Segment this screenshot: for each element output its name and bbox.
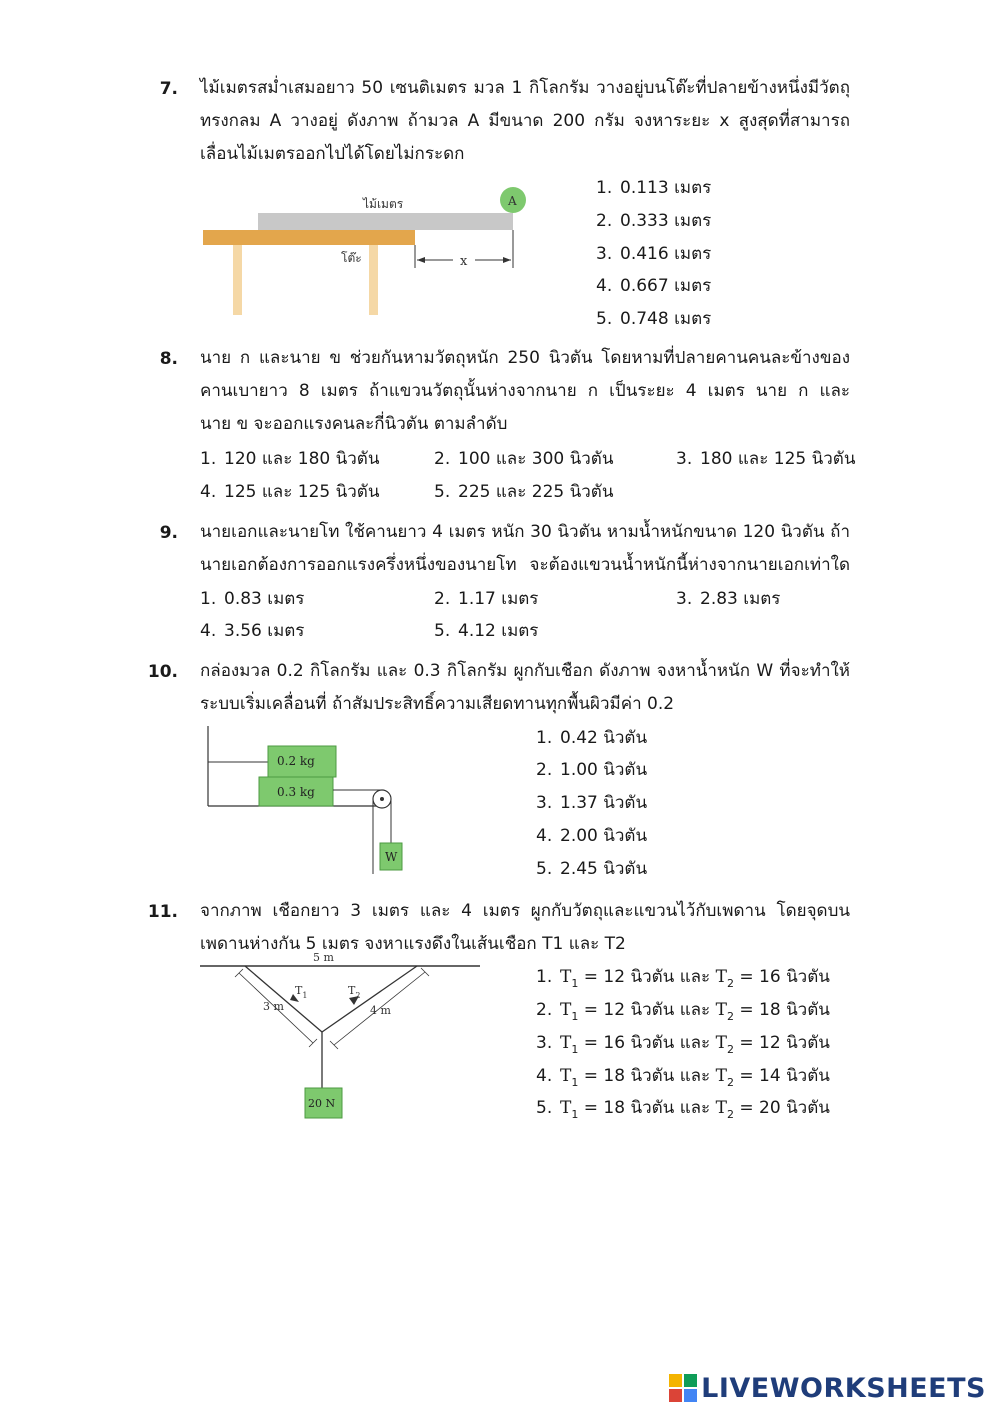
unit: นิวตัน: [786, 1033, 830, 1053]
stem-line: กล่องมวล 0.2 กิโลกรัม และ 0.3 กิโลกรัม ผูกกับเชือก ดังภาพ จงหาน้ำหนัก W ที่จะทำให้: [200, 661, 850, 681]
option-number: 5.: [536, 859, 553, 879]
option[interactable]: [596, 206, 711, 236]
t-symbol: T: [560, 1000, 572, 1020]
rope-left: [245, 966, 322, 1032]
t-symbol: T: [715, 1033, 727, 1053]
block-top-label: 0.2 kg: [277, 754, 315, 768]
option-text: 100 และ 300 นิวตัน: [458, 449, 614, 469]
t-symbol: T: [560, 967, 572, 987]
ruler-label: ไม้เมตร: [363, 197, 404, 211]
option-text: 3.56 เมตร: [224, 621, 305, 641]
option[interactable]: [536, 788, 647, 818]
option[interactable]: [596, 173, 711, 203]
option-number: 1.: [536, 728, 553, 748]
stem-line: ไม้เมตรสม่ำเสมอยาว 50 เซนติเมตร มวล 1 กิโลกรัม วางอยู่บนโต๊ะที่ปลายข้างหนึ่งมีวัตถุ: [200, 78, 850, 98]
equals: =: [739, 967, 754, 987]
left-length-label: 3 m: [263, 1000, 284, 1013]
t-subscript: 1: [571, 1010, 579, 1023]
stem-line: นายเอกต้องการออกแรงครึ่งหนึ่งของนายโท จะต้องแขวนน้ำหนักนี้ห่างจากนายเอกเท่าใด: [200, 555, 850, 575]
option-number: 3.: [676, 449, 693, 469]
option-text: 2.00 นิวตัน: [560, 826, 648, 846]
option-number: 4.: [536, 1066, 553, 1086]
stem-line: นาย ข จะออกแรงคนละกี่นิวตัน ตามลำดับ: [200, 414, 508, 434]
option[interactable]: [536, 821, 647, 851]
t1-value: 16: [603, 1033, 626, 1053]
ball-label: A: [508, 194, 517, 208]
option[interactable]: [434, 444, 613, 474]
stem-line: คานเบายาว 8 เมตร ถ้าแขวนวัตถุนั้นห่างจากนาย ก เป็นระยะ 4 เมตร นาย ก และ: [200, 381, 850, 401]
option-text: 0.333 เมตร: [620, 211, 712, 231]
stem-line: นายเอกและนายโท ใช้คานยาว 4 เมตร หนัก 30 นิวตัน หามน้ำหนักขนาด 120 นิวตัน ถ้า: [200, 522, 850, 542]
t2-value: 14: [759, 1066, 781, 1086]
t2-value: 18: [759, 1000, 781, 1020]
logo-square: [684, 1389, 697, 1402]
t2-value: 16: [759, 967, 781, 987]
t-symbol: T: [715, 1098, 727, 1118]
option-number: 2.: [536, 760, 553, 780]
equals: =: [739, 1066, 754, 1086]
unit: นิวตัน: [786, 1098, 830, 1118]
option[interactable]: [200, 584, 304, 614]
logo-square: [684, 1374, 697, 1387]
stem-line: ระบบเริ่มเคลื่อนที่ ถ้าสัมประสิทธิ์ความเสียดทานทุกพื้นผิวมีค่า 0.2: [200, 694, 675, 714]
table-leg: [233, 245, 242, 315]
option-number: 1.: [536, 967, 553, 987]
option-text: 2.45 นิวตัน: [560, 859, 648, 879]
span-label: 5 m: [313, 951, 334, 964]
question-number: 11.: [147, 902, 178, 922]
option[interactable]: [596, 304, 711, 334]
rope-right: [322, 966, 417, 1032]
option[interactable]: [536, 962, 830, 999]
stem-line: เลื่อนไม้เมตรออกไปได้โดยไม่กระดก: [200, 144, 465, 164]
t-subscript: 1: [571, 1108, 579, 1121]
option[interactable]: [434, 616, 538, 646]
option-text: 0.667 เมตร: [620, 276, 712, 296]
equals: =: [583, 1098, 598, 1118]
option-number: 5.: [434, 621, 451, 641]
option-text: 1.17 เมตร: [458, 589, 539, 609]
option[interactable]: [536, 1028, 830, 1065]
option-number: 2.: [434, 589, 451, 609]
t2-value: 12: [759, 1033, 781, 1053]
option-number: 2.: [434, 449, 451, 469]
t-symbol: T: [715, 1000, 727, 1020]
t1-value: 18: [603, 1066, 626, 1086]
option-number: 4.: [200, 482, 217, 502]
option-number: 5.: [536, 1098, 553, 1118]
t2-label: $T_2$: [348, 984, 361, 1000]
table-label: โต๊ะ: [341, 251, 362, 265]
equals: =: [583, 1000, 598, 1020]
option-number: 3.: [536, 793, 553, 813]
unit: นิวตัน: [786, 1000, 830, 1020]
conjunction: และ: [679, 1066, 711, 1086]
unit: นิวตัน: [630, 1000, 675, 1020]
question-number: 10.: [147, 662, 178, 682]
figure-ruler-on-table: [195, 180, 535, 320]
question-number: 9.: [159, 523, 178, 543]
stem-line: นาย ก และนาย ข ช่วยกันหามวัตถุหนัก 250 นิวตัน โดยหามที่ปลายคานคนละข้างของ: [200, 348, 850, 368]
unit: นิวตัน: [630, 1033, 675, 1053]
option-text: 2.83 เมตร: [700, 589, 781, 609]
conjunction: และ: [679, 1098, 711, 1118]
t-symbol: T: [715, 967, 727, 987]
t-symbol: T: [560, 1033, 572, 1053]
table-top: [203, 230, 415, 245]
t1-value: 12: [603, 967, 626, 987]
question-stem: [200, 516, 850, 582]
t-subscript: 1: [571, 1043, 579, 1056]
option-text: 1.37 นิวตัน: [560, 793, 648, 813]
unit: นิวตัน: [786, 967, 830, 987]
t-symbol: T: [715, 1066, 727, 1086]
option-text: 0.113 เมตร: [620, 178, 712, 198]
option[interactable]: [434, 477, 613, 507]
load-label: 20 N: [308, 1097, 336, 1110]
t-subscript: 1: [571, 977, 579, 990]
figure-hanging-ropes: [195, 948, 495, 1126]
option[interactable]: [536, 1093, 830, 1130]
option-text: 180 และ 125 นิวตัน: [700, 449, 856, 469]
option-number: 3.: [536, 1033, 553, 1053]
option-text: 120 และ 180 นิวตัน: [224, 449, 380, 469]
question-number: 7.: [159, 79, 178, 99]
x-label: x: [460, 254, 468, 269]
option[interactable]: [596, 239, 711, 269]
logo-square: [669, 1389, 682, 1402]
liveworksheets-logo: [669, 1370, 986, 1406]
equals: =: [739, 1098, 754, 1118]
t1-value: 18: [603, 1098, 626, 1118]
option-number: 3.: [596, 244, 613, 264]
equals: =: [583, 1033, 598, 1053]
equals: =: [583, 1066, 598, 1086]
option-number: 3.: [676, 589, 693, 609]
figure-pulley-blocks: [200, 722, 420, 882]
option-text: 0.416 เมตร: [620, 244, 712, 264]
equals: =: [583, 967, 598, 987]
option[interactable]: [676, 584, 780, 614]
option[interactable]: [596, 271, 711, 301]
conjunction: และ: [679, 967, 711, 987]
t-subscript: 2: [726, 1043, 734, 1056]
t-subscript: 2: [726, 1076, 734, 1089]
right-length-label: 4 m: [370, 1004, 391, 1017]
option[interactable]: [200, 444, 379, 474]
table-leg: [369, 245, 378, 315]
conjunction: และ: [679, 1000, 711, 1020]
option-number: 5.: [434, 482, 451, 502]
option-number: 2.: [596, 211, 613, 231]
unit: นิวตัน: [630, 967, 675, 987]
option[interactable]: [536, 723, 647, 753]
stem-line: ทรงกลม A วางอยู่ ดังภาพ ถ้ามวล A มีขนาด 200 กรัม จงหาระยะ x สูงสุดที่สามารถ: [200, 111, 850, 131]
t-subscript: 2: [726, 1108, 734, 1121]
option-text: 225 และ 225 นิวตัน: [458, 482, 614, 502]
option[interactable]: [200, 477, 379, 507]
option-number: 5.: [596, 309, 613, 329]
equals: =: [739, 1033, 754, 1053]
option-number: 4.: [596, 276, 613, 296]
t1-label: $T_1$: [295, 984, 308, 1000]
block-bottom-label: 0.3 kg: [277, 785, 315, 799]
logo-square: [669, 1374, 682, 1387]
t-symbol: T: [560, 1066, 572, 1086]
option-number: 2.: [536, 1000, 553, 1020]
logo-text: LIVEWORKSHEETS: [701, 1372, 986, 1404]
question-stem: [200, 342, 850, 441]
option-text: 1.00 นิวตัน: [560, 760, 648, 780]
question-stem: [200, 72, 850, 171]
option[interactable]: [200, 616, 304, 646]
question-stem: [200, 655, 850, 721]
t-subscript: 2: [726, 977, 734, 990]
option-number: 1.: [200, 589, 217, 609]
logo-icon: [669, 1374, 697, 1402]
option-text: 125 และ 125 นิวตัน: [224, 482, 380, 502]
unit: นิวตัน: [630, 1098, 675, 1118]
conjunction: และ: [679, 1033, 711, 1053]
option[interactable]: [536, 755, 647, 785]
option-text: 0.83 เมตร: [224, 589, 305, 609]
unit: นิวตัน: [786, 1066, 830, 1086]
option-number: 1.: [596, 178, 613, 198]
stem-line: จากภาพ เชือกยาว 3 เมตร และ 4 เมตร ผูกกับวัตถุและแขวนไว้กับเพดาน โดยจุดบน: [200, 901, 850, 921]
option-number: 1.: [200, 449, 217, 469]
option-text: 0.42 นิวตัน: [560, 728, 648, 748]
t-symbol: T: [560, 1098, 572, 1118]
option[interactable]: [536, 995, 830, 1032]
unit: นิวตัน: [630, 1066, 675, 1086]
stem-line: เพดานห่างกัน 5 เมตร จงหาแรงดึงในเส้นเชือก T1 และ T2: [200, 934, 626, 954]
weight-label: W: [385, 850, 398, 864]
option-text: 0.748 เมตร: [620, 309, 712, 329]
option[interactable]: [434, 584, 538, 614]
t-subscript: 1: [571, 1076, 579, 1089]
option[interactable]: [536, 854, 647, 884]
option[interactable]: [676, 444, 855, 474]
t-subscript: 2: [726, 1010, 734, 1023]
option-text: 4.12 เมตร: [458, 621, 539, 641]
option-number: 4.: [200, 621, 217, 641]
ruler: [258, 213, 513, 230]
t2-value: 20: [759, 1098, 781, 1118]
t1-value: 12: [603, 1000, 626, 1020]
equals: =: [739, 1000, 754, 1020]
option-number: 4.: [536, 826, 553, 846]
question-number: 8.: [159, 349, 178, 369]
